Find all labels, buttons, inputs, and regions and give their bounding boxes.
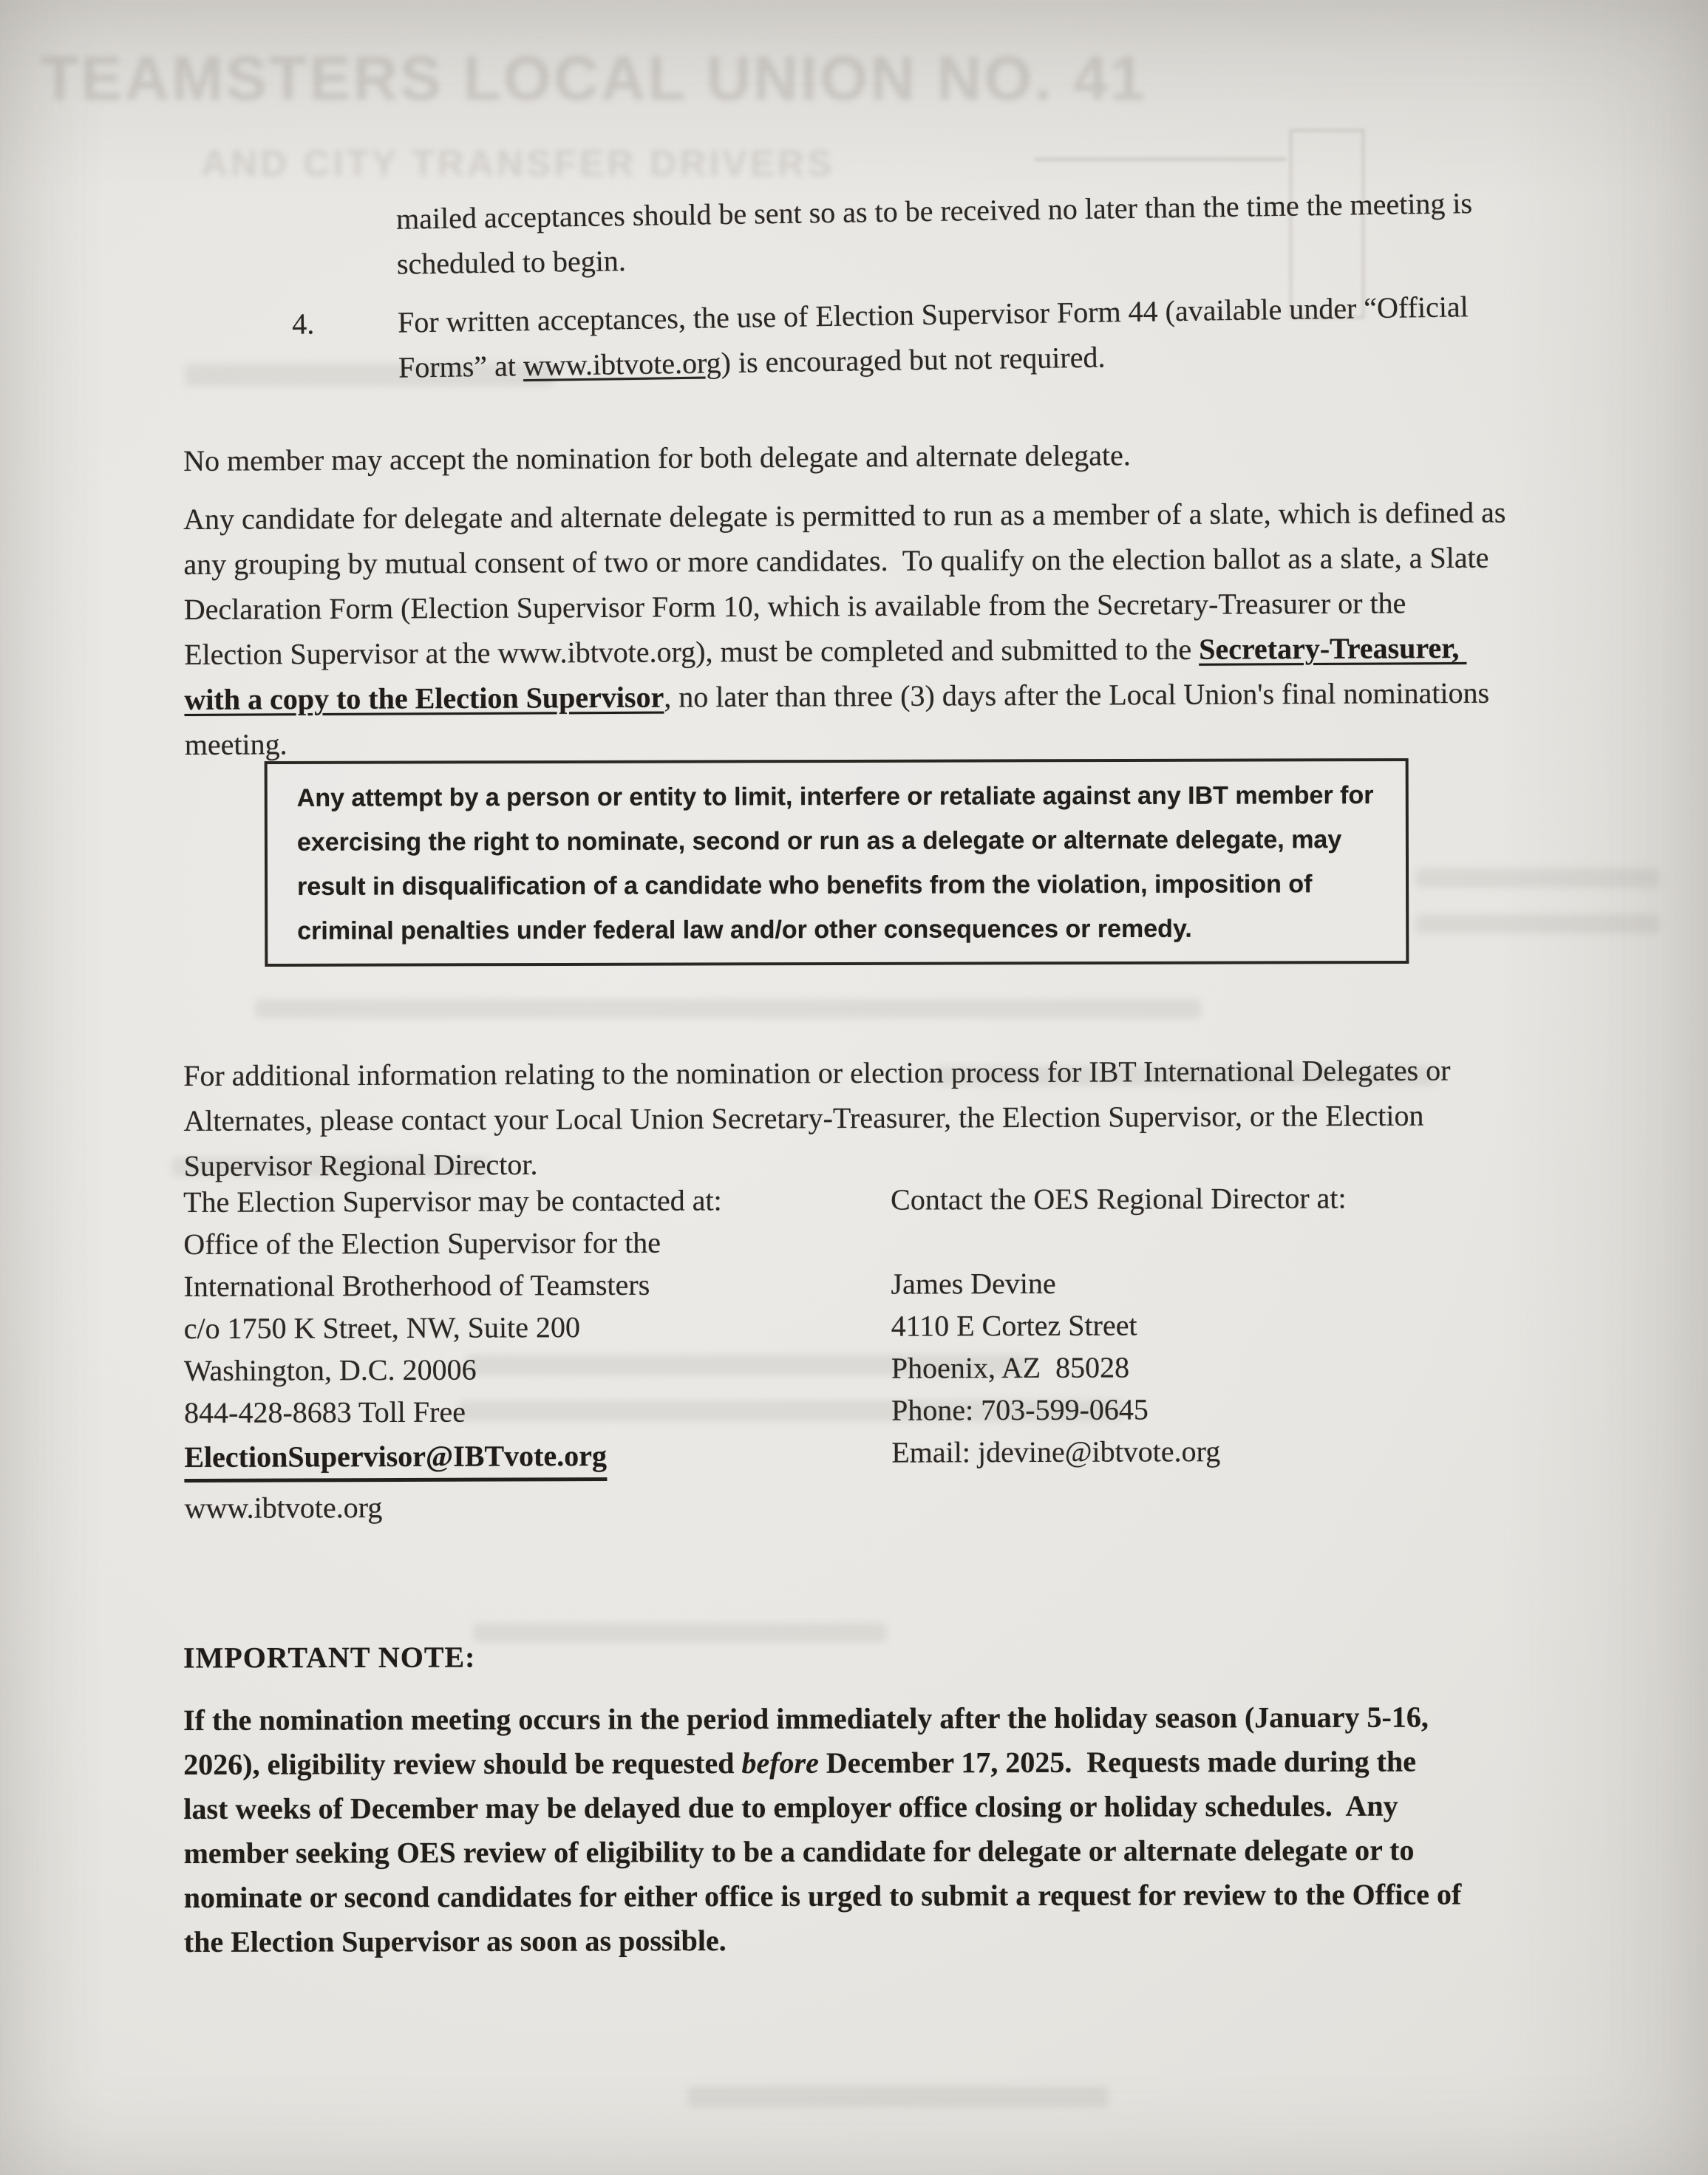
bleedthrough-smudge — [255, 999, 1201, 1018]
supervisor-email-text: ElectionSupervisor@IBTvote.org — [184, 1434, 607, 1483]
supervisor-website-text: www.ibtvote.org — [184, 1491, 383, 1525]
contact-line: James Devine — [891, 1266, 1056, 1301]
contact-line: Email: jdevine@ibtvote.org — [891, 1434, 1221, 1469]
note-italic-word: before — [741, 1746, 819, 1780]
important-note-paragraph — [183, 1695, 1469, 1964]
bleedthrough-smudge — [1415, 914, 1659, 933]
warning-box — [265, 758, 1409, 967]
right-contact-heading: Contact the OES Regional Director at: — [891, 1181, 1347, 1216]
bleedthrough-smudge — [687, 2086, 1109, 2107]
blank-line — [891, 1219, 1519, 1263]
bleedthrough-smudge — [473, 1623, 887, 1642]
additional-info-paragraph: For additional information relating to the nomination or election process for IBT International Delegates or Alternates, please contact your Local Union Secretary-Treasurer, the Election Supervisor, or the Election Supervisor Regional Director. — [183, 1053, 1457, 1182]
election-supervisor-contact-block — [183, 1179, 850, 1529]
contact-line: Phoenix, AZ 85028 — [891, 1350, 1130, 1385]
list-item-number: 4. — [291, 307, 315, 341]
bleedthrough-title: TEAMSTERS LOCAL UNION NO. 41 — [41, 44, 1147, 113]
important-note-heading: IMPORTANT NOTE: — [183, 1640, 476, 1675]
slate-text-post: , no later than three (3) days after the Local Union's final nominations meeting. — [184, 675, 1497, 761]
slate-emphasis-text: Secretary-Treasurer, with a copy to the Election Supervisor — [184, 630, 1467, 716]
contact-line: Washington, D.C. 20006 — [183, 1352, 477, 1387]
slate-paragraph — [183, 490, 1514, 767]
bleedthrough-rule — [1035, 157, 1286, 161]
continuation-paragraph: mailed acceptances should be sent so as to be received no later than the time the meeting is scheduled to begin. — [395, 185, 1480, 281]
ibtvote-link-text: www.ibtvote.org — [523, 346, 721, 383]
list-item-4-paragraph — [398, 283, 1522, 390]
bleedthrough-smudge — [1415, 868, 1659, 888]
item4-text-pre: For written acceptances, the use of Election Supervisor Form 44 (available under “Official Forms” at — [397, 290, 1477, 384]
note-text-pre: If the nomination meeting occurs in the period immediately after the holiday season (January 5-16, 2026), eligibility review should be requested — [183, 1700, 1436, 1781]
contact-line: Office of the Election Supervisor for the — [183, 1225, 661, 1261]
item4-text-post: ) is encouraged but not required. — [721, 340, 1106, 380]
no-member-paragraph: No member may accept the nomination for both delegate and alternate delegate. — [183, 438, 1131, 477]
contact-line: 844-428-8683 Toll Free — [184, 1395, 466, 1429]
slate-text-pre: Any candidate for delegate and alternate delegate is permitted to run as a member of a slate, which is defined as any grouping by mutual consent of two or more candidates. To qualify on the election ballot as a slate, a Slate Declaration Form (Election Supervisor Form 10, which is available from the Secretary-Treasurer or the Election Supervisor at the www.ibtvote.org), must be completed and submitted to the — [183, 495, 1514, 671]
left-contact-heading: The Election Supervisor may be contacted at: — [183, 1183, 722, 1219]
regional-director-contact-block — [891, 1177, 1520, 1474]
contact-line: 4110 E Cortez Street — [891, 1308, 1137, 1343]
warning-box-text: Any attempt by a person or entity to limit, interfere or retaliate against any IBT member for exercising the right to nominate, second or run as a delegate or alternate delegate, may result in disqualification of a candidate who benefits from the violation, imposition of criminal penalties under federal law and/or other consequences or remedy. — [296, 781, 1381, 945]
contact-line: Phone: 703-599-0645 — [891, 1392, 1149, 1427]
contact-line: International Brotherhood of Teamsters — [183, 1267, 650, 1303]
note-text-post: December 17, 2025. Requests made during the last weeks of December may be delayed due to employer office closing or holiday schedules. Any member seeking OES review of eligibility to be a candidate for delegate or alternate delegate or to nominate or second candidates for either office is urged to submit a request for review to the Office of the Election Supervisor as soon as possible. — [183, 1744, 1469, 1958]
intro-section — [0, 147, 1708, 384]
contact-line: c/o 1750 K Street, NW, Suite 200 — [183, 1310, 581, 1345]
bleedthrough-subtitle: AND CITY TRANSFER DRIVERS — [201, 143, 835, 184]
